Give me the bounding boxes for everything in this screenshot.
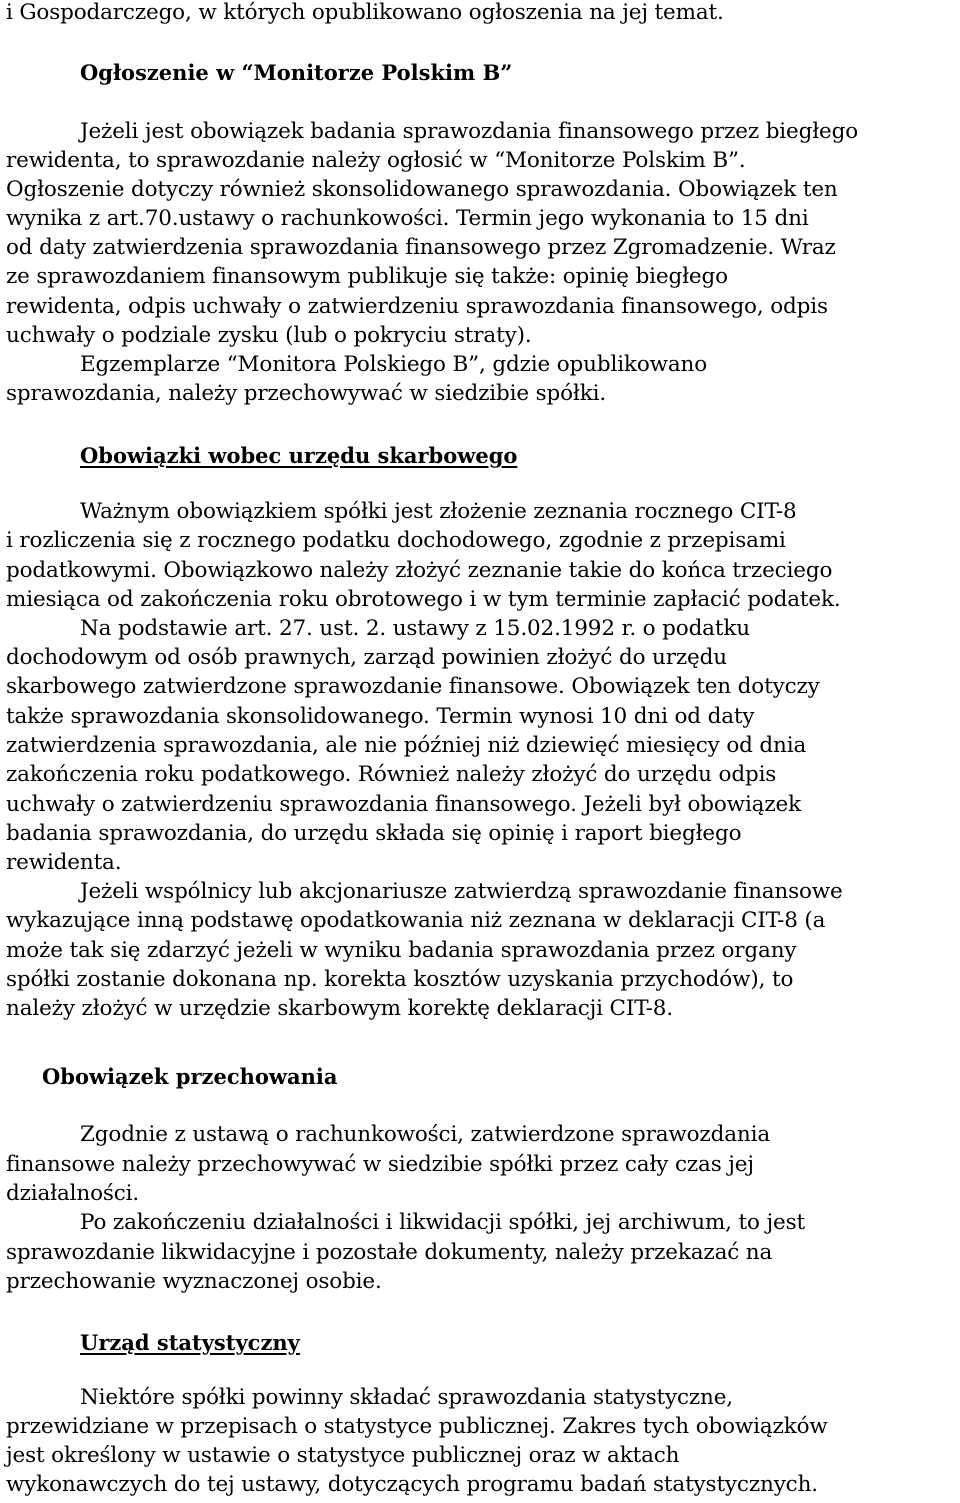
paragraph-line: od daty zatwierdzenia sprawozdania finansowego przez Zgromadzenie. Wraz xyxy=(6,235,836,260)
heading-storage: Obowiązek przechowania xyxy=(42,1064,338,1089)
paragraph-line: miesiąca od zakończenia roku obrotowego i w tym terminie zapłacić podatek. xyxy=(6,587,841,612)
paragraph-line: Zgodnie z ustawą o rachunkowości, zatwierdzone sprawozdania xyxy=(80,1122,770,1147)
paragraph-line: dochodowym od osób prawnych, zarząd powinien złożyć do urzędu xyxy=(6,645,727,670)
paragraph-line: rewidenta. xyxy=(6,850,122,875)
paragraph-line: wynika z art.70.ustawy o rachunkowości. Termin jego wykonania to 15 dni xyxy=(6,206,809,231)
paragraph-line: rewidenta, odpis uchwały o zatwierdzeniu sprawozdania finansowego, odpis xyxy=(6,294,828,319)
paragraph-line: spółki zostanie dokonana np. korekta kosztów uzyskania przychodów), to xyxy=(6,967,794,992)
paragraph-line: przewidziane w przepisach o statystyce publicznej. Zakres tych obowiązków xyxy=(6,1414,828,1439)
paragraph-line: Egzemplarze “Monitora Polskiego B”, gdzie opublikowano xyxy=(80,352,708,377)
paragraph-line: działalności. xyxy=(6,1181,140,1206)
paragraph-line: wykazujące inną podstawę opodatkowania niż zeznana w deklaracji CIT-8 (a xyxy=(6,908,826,933)
paragraph-line: sprawozdanie likwidacyjne i pozostałe dokumenty, należy przekazać na xyxy=(6,1240,773,1265)
paragraph-line: jest określony w ustawie o statystyce publicznej oraz w aktach xyxy=(6,1443,680,1468)
paragraph-line: Jeżeli jest obowiązek badania sprawozdania finansowego przez biegłego xyxy=(80,119,859,144)
paragraph-line: podatkowymi. Obowiązkowo należy złożyć zeznanie takie do końca trzeciego xyxy=(6,558,833,583)
paragraph-line: może tak się zdarzyć jeżeli w wyniku badania sprawozdania przez organy xyxy=(6,938,797,963)
paragraph-line: zakończenia roku podatkowego. Również należy złożyć do urzędu odpis xyxy=(6,762,777,787)
paragraph-line: Po zakończeniu działalności i likwidacji spółki, jej archiwum, to jest xyxy=(80,1210,805,1235)
paragraph-line: Jeżeli wspólnicy lub akcjonariusze zatwierdzą sprawozdanie finansowe xyxy=(80,879,843,904)
paragraph-line: finansowe należy przechowywać w siedzibie spółki przez cały czas jej xyxy=(6,1152,754,1177)
paragraph-line: badania sprawozdania, do urzędu składa się opinię i raport biegłego xyxy=(6,821,742,846)
paragraph-line: skarbowego zatwierdzone sprawozdanie finansowe. Obowiązek ten dotyczy xyxy=(6,674,820,699)
paragraph-line: przechowanie wyznaczonej osobie. xyxy=(6,1269,382,1294)
intro-line: i Gospodarczego, w których opublikowano ogłoszenia na jej temat. xyxy=(6,0,724,25)
paragraph-line: zatwierdzenia sprawozdania, ale nie później niż dziewięć miesięcy od dnia xyxy=(6,733,807,758)
paragraph-line: uchwały o podziale zysku (lub o pokryciu straty). xyxy=(6,323,532,348)
paragraph-line: należy złożyć w urzędzie skarbowym korektę deklaracji CIT-8. xyxy=(6,996,673,1021)
paragraph-line: ze sprawozdaniem finansowym publikuje się także: opinię biegłego xyxy=(6,264,728,289)
heading-statistics-office: Urząd statystyczny xyxy=(80,1330,300,1355)
paragraph-line: Ważnym obowiązkiem spółki jest złożenie zeznania rocznego CIT-8 xyxy=(80,499,797,524)
paragraph-line: uchwały o zatwierdzeniu sprawozdania finansowego. Jeżeli był obowiązek xyxy=(6,792,801,817)
paragraph-line: Ogłoszenie dotyczy również skonsolidowanego sprawozdania. Obowiązek ten xyxy=(6,177,838,202)
paragraph-line: i rozliczenia się z rocznego podatku dochodowego, zgodnie z przepisami xyxy=(6,528,786,553)
heading-tax-office: Obowiązki wobec urzędu skarbowego xyxy=(80,443,518,468)
paragraph-line: sprawozdania, należy przechowywać w siedzibie spółki. xyxy=(6,381,607,406)
heading-monitor: Ogłoszenie w “Monitorze Polskim B” xyxy=(80,60,513,85)
paragraph-line: Niektóre spółki powinny składać sprawozdania statystyczne, xyxy=(80,1385,733,1410)
paragraph-line: także sprawozdania skonsolidowanego. Termin wynosi 10 dni od daty xyxy=(6,704,755,729)
paragraph-line: wykonawczych do tej ustawy, dotyczących programu badań statystycznych. xyxy=(6,1472,818,1497)
paragraph-line: rewidenta, to sprawozdanie należy ogłosić w “Monitorze Polskim B”. xyxy=(6,148,746,173)
paragraph-line: Na podstawie art. 27. ust. 2. ustawy z 15.02.1992 r. o podatku xyxy=(80,616,750,641)
